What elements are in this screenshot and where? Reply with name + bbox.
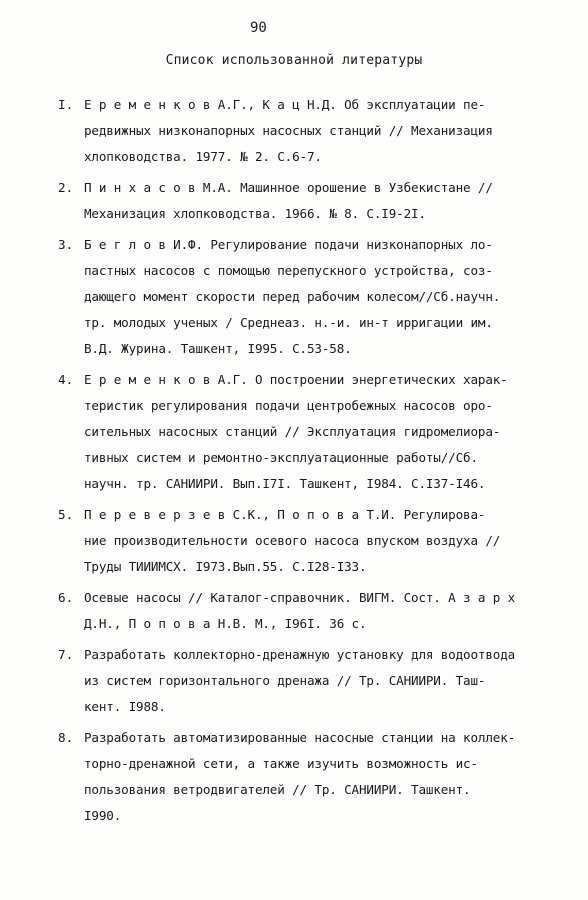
reference-text (84, 232, 578, 362)
reference-line: Разработать коллекторно-дренажную установку для водоотвода (84, 647, 516, 662)
reference-line: редвижных низконапорных насосных станций // Механизация (84, 123, 493, 138)
reference-text (84, 367, 578, 497)
reference-line: I990. (84, 808, 122, 823)
reference-item (58, 642, 578, 720)
reference-item (58, 232, 578, 362)
reference-line: Труды ТИИИМСХ. I973.Вып.55. С.I28-I33. (84, 559, 367, 574)
reference-line: торно-дренажной сети, а также изучить возможность ис- (84, 756, 478, 771)
reference-number: 8. (58, 730, 74, 745)
reference-line: Е р е м е н к о в А.Г., К а ц Н.Д. Об эксплуатации пе- (84, 97, 486, 112)
reference-line: хлопководства. 1977. № 2. С.6-7. (84, 149, 322, 164)
reference-item (58, 367, 578, 497)
reference-item (58, 175, 578, 227)
reference-line: Разработать автоматизированные насосные станции на коллек- (84, 730, 516, 745)
page-number: 90 (250, 20, 267, 36)
bibliography-heading: Список использованной литературы (165, 53, 423, 68)
reference-line: П и н х а с о в М.А. Машинное орошение в Узбекистане // (84, 180, 493, 195)
reference-line: пользования ветродвигателей // Тр. САНИИРИ. Ташкент. (84, 782, 471, 797)
reference-text (84, 725, 578, 829)
reference-line: Механизация хлопководства. 1966. № 8. С.I9-2I. (84, 206, 426, 221)
reference-number: 6. (58, 590, 74, 605)
reference-line: П е р е в е р з е в С.К., П о п о в а Т.И. Регулирова- (84, 507, 486, 522)
reference-line: пастных насосов с помощью перепускного устройства, соз- (84, 263, 493, 278)
reference-text (84, 175, 578, 227)
reference-line: тр. молодых ученых / Среднеаз. н.-и. ин-т ирригации им. (84, 315, 493, 330)
reference-number: 7. (58, 647, 74, 662)
reference-number: 4. (58, 372, 74, 387)
reference-line: тивных систем и ремонтно-эксплуатационные работы//Сб. (84, 450, 478, 465)
reference-item (58, 585, 578, 637)
reference-line: кент. I988. (84, 699, 166, 714)
reference-line: Осевые насосы // Каталог-справочник. ВИГМ. Сост. А з а р х (84, 590, 516, 605)
reference-line: дающего момент скорости перед рабочим колесом//Сб.научн. (84, 289, 501, 304)
reference-text (84, 502, 578, 580)
reference-item (58, 92, 578, 170)
reference-line: В.Д. Журина. Ташкент, I995. С.53-58. (84, 341, 352, 356)
reference-line: сительных насосных станций // Эксплуатация гидромелиора- (84, 424, 501, 439)
reference-line: ние производительности осевого насоса впуском воздуха // (84, 533, 501, 548)
reference-number: I. (58, 97, 74, 112)
reference-item (58, 502, 578, 580)
reference-text (84, 92, 578, 170)
reference-line: Б е г л о в И.Ф. Регулирование подачи низконапорных ло- (84, 237, 493, 252)
reference-line: из систем горизонтального дренажа // Тр. САНИИРИ. Таш- (84, 673, 486, 688)
reference-number: 5. (58, 507, 74, 522)
reference-line: научн. тр. САНИИРИ. Вып.I7I. Ташкент, I984. С.I37-I46. (84, 476, 486, 491)
reference-number: 3. (58, 237, 74, 252)
reference-number: 2. (58, 180, 74, 195)
reference-item (58, 725, 578, 829)
reference-line: Е р е м е н к о в А.Г. О построении энергетических харак- (84, 372, 508, 387)
reference-list (58, 92, 578, 834)
reference-text (84, 585, 578, 637)
reference-line: Д.Н., П о п о в а Н.В. М., I96I. 36 с. (84, 616, 367, 631)
reference-line: теристик регулирования подачи центробежных насосов оро- (84, 398, 493, 413)
reference-text (84, 642, 578, 720)
